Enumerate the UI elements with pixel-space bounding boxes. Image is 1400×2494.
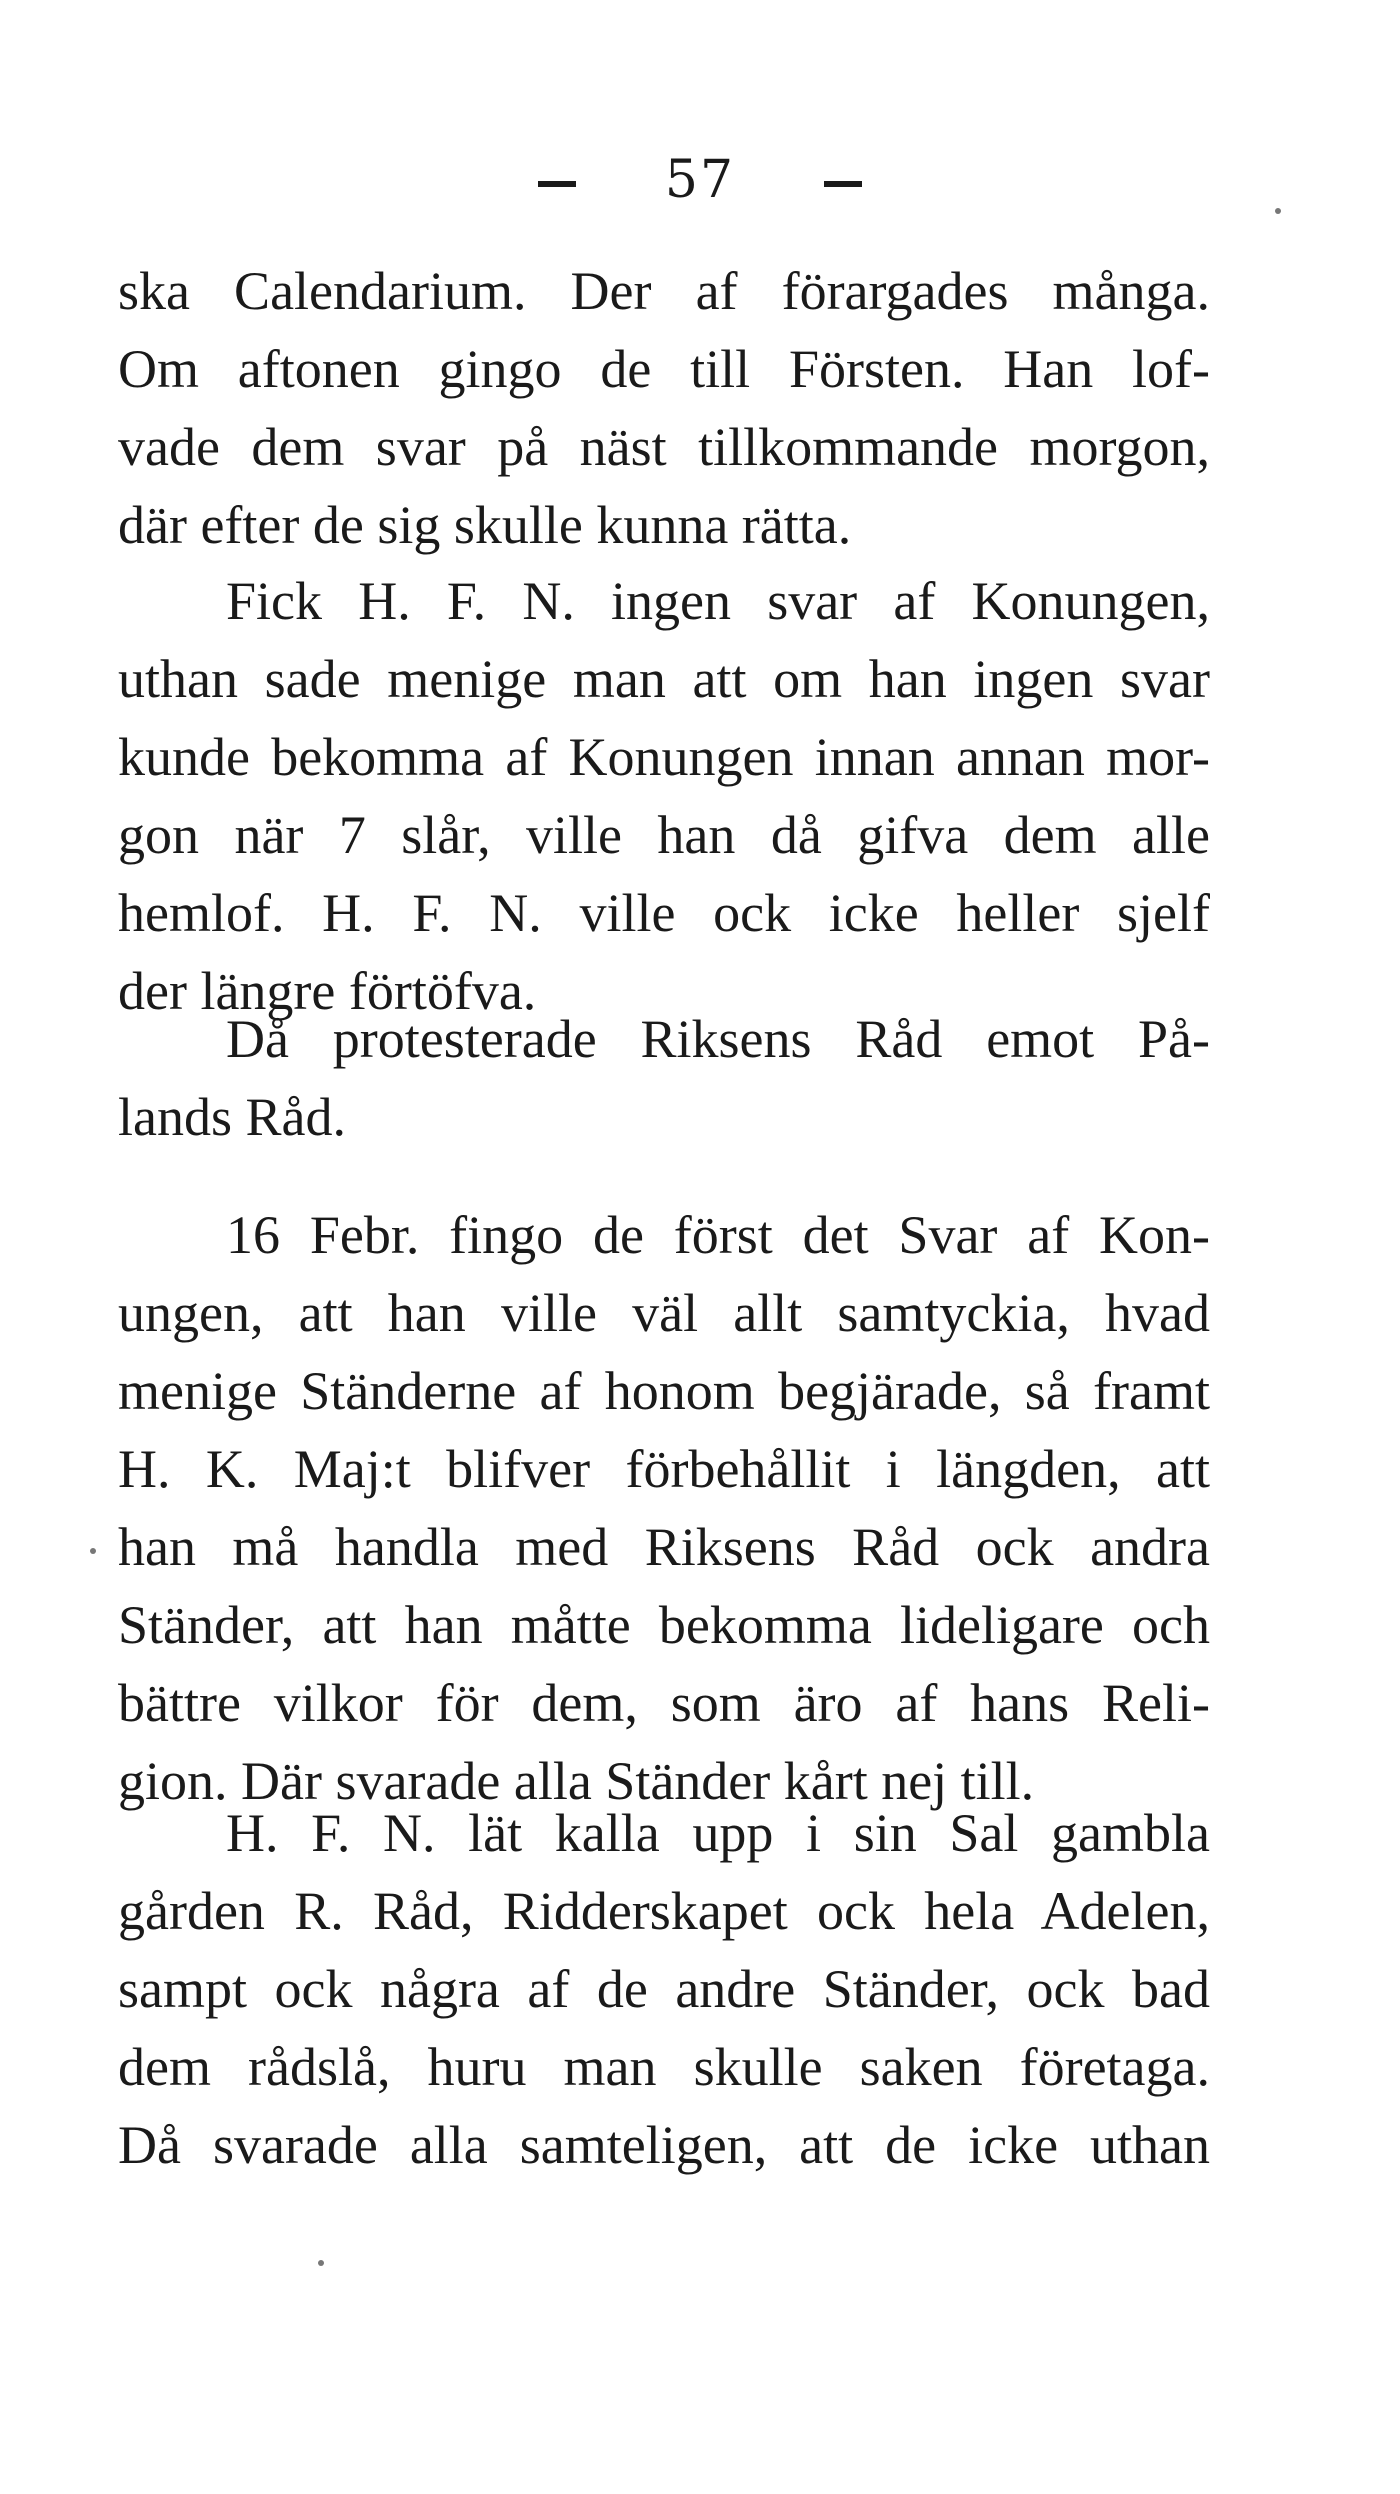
text-line: kunde bekomma af Konungen innan annan mor- bbox=[118, 727, 1210, 787]
text-line: bättre vilkor för dem, som äro af hans Reli- bbox=[118, 1673, 1210, 1733]
page-number: 57 bbox=[664, 150, 736, 210]
text-line: 16 Febr. fingo de först det Svar af Kon- bbox=[226, 1205, 1210, 1265]
text-line: H. F. N. lät kalla upp i sin Sal gambla bbox=[226, 1803, 1210, 1863]
text-line: hemlof. H. F. N. ville ock icke heller sjelf bbox=[118, 883, 1210, 943]
page-header bbox=[0, 150, 1400, 210]
text-line: Fick H. F. N. ingen svar af Konungen, bbox=[226, 571, 1210, 631]
text-line: Då protesterade Riksens Råd emot På- bbox=[226, 1009, 1210, 1069]
text-line: lands Råd. bbox=[118, 1087, 346, 1147]
text-line: menige Ständerne af honom begjärade, så framt bbox=[118, 1361, 1210, 1421]
text-line: Om aftonen gingo de till Försten. Han lof- bbox=[118, 339, 1210, 399]
text-line: gion. Där svarade alla Ständer kårt nej till. bbox=[118, 1751, 1035, 1811]
text-line: Då svarade alla samteligen, att de icke uthan bbox=[118, 2115, 1210, 2175]
text-line: dem rådslå, huru man skulle saken företaga. bbox=[118, 2037, 1210, 2097]
text-line: vade dem svar på näst tillkommande morgon, bbox=[118, 417, 1210, 477]
text-line: H. K. Maj:t blifver förbehållit i längden, att bbox=[118, 1439, 1210, 1499]
scan-speck bbox=[90, 1548, 96, 1554]
text-line: ska Calendarium. Der af förargades många. bbox=[118, 261, 1210, 321]
text-line: der längre förtöfva. bbox=[118, 961, 537, 1021]
text-line: han må handla med Riksens Råd ock andra bbox=[118, 1517, 1210, 1577]
paragraph-4 bbox=[118, 1196, 1210, 1820]
paragraph-2 bbox=[118, 562, 1210, 1030]
text-line: gården R. Råd, Ridderskapet ock hela Adelen, bbox=[118, 1881, 1210, 1941]
text-line: Ständer, att han måtte bekomma lideligare och bbox=[118, 1595, 1210, 1655]
scan-speck bbox=[1275, 208, 1281, 214]
paragraph-5 bbox=[118, 1794, 1210, 2184]
paragraph-1 bbox=[118, 252, 1210, 564]
paragraph-3 bbox=[118, 1000, 1210, 1156]
text-line: där efter de sig skulle kunna rätta. bbox=[118, 495, 852, 555]
text-line: uthan sade menige man att om han ingen svar bbox=[118, 649, 1210, 709]
scan-speck bbox=[318, 2260, 324, 2266]
text-line: ungen, att han ville väl allt samtyckia, hvad bbox=[118, 1283, 1210, 1343]
text-line: gon när 7 slår, ville han då gifva dem alle bbox=[118, 805, 1210, 865]
text-line: sampt ock några af de andre Ständer, ock bad bbox=[118, 1959, 1210, 2019]
header-dash-left bbox=[538, 181, 576, 187]
header-dash-right bbox=[824, 181, 862, 187]
